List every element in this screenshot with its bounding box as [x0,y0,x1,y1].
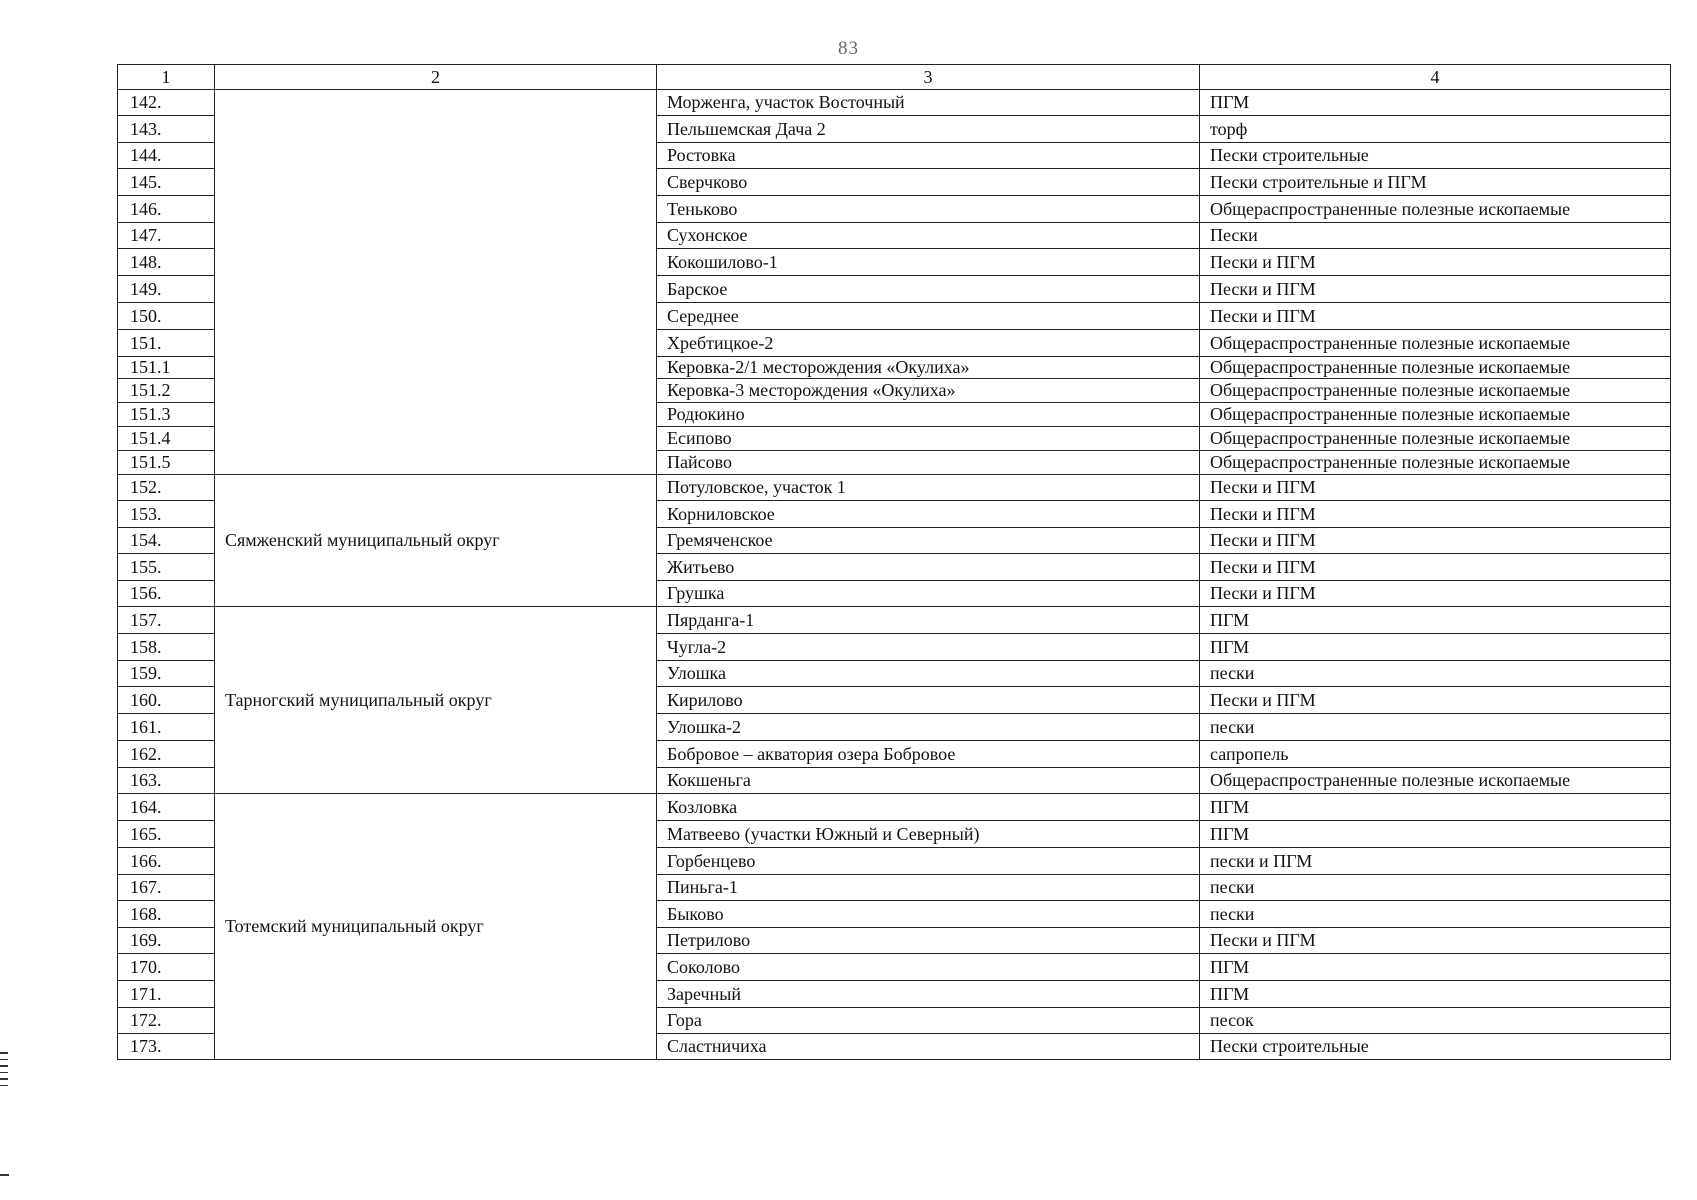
deposit-name: Ростовка [657,143,1200,169]
mineral-type: Общераспространенные полезные ископаемые [1200,379,1671,403]
mineral-type: Пески и ПГМ [1200,276,1671,303]
deposit-name: Кирилово [657,687,1200,714]
deposit-name: Морженга, участок Восточный [657,90,1200,116]
row-number: 156. [118,581,215,607]
mineral-type: Пески и ПГМ [1200,528,1671,554]
mineral-type: Пески строительные [1200,143,1671,169]
row-number: 169. [118,928,215,954]
mineral-type: Общераспространенные полезные ископаемые [1200,330,1671,357]
mineral-type: ПГМ [1200,634,1671,661]
mineral-type: Пески и ПГМ [1200,581,1671,607]
deposit-name: Матвеево (участки Южный и Северный) [657,821,1200,848]
deposit-name: Потуловское, участок 1 [657,475,1200,501]
mineral-type: песок [1200,1008,1671,1034]
deposit-name: Пярданга-1 [657,607,1200,634]
row-number: 155. [118,554,215,581]
header-row [118,65,1671,90]
mineral-type: Общераспространенные полезные ископаемые [1200,768,1671,794]
row-number: 144. [118,143,215,169]
mineral-type: Пески и ПГМ [1200,501,1671,528]
mineral-type: Общераспространенные полезные ископаемые [1200,427,1671,451]
deposit-name: Барское [657,276,1200,303]
deposit-name: Заречный [657,981,1200,1008]
mineral-type: Пески и ПГМ [1200,928,1671,954]
deposit-name: Корниловское [657,501,1200,528]
row-number: 152. [118,475,215,501]
row-number: 143. [118,116,215,143]
mineral-type: Пески и ПГМ [1200,475,1671,501]
row-number: 170. [118,954,215,981]
row-number: 165. [118,821,215,848]
deposit-name: Кокшеньга [657,768,1200,794]
deposit-name: Чугла-2 [657,634,1200,661]
row-number: 161. [118,714,215,741]
deposit-name: Родюкино [657,403,1200,427]
deposit-name: Пиньга-1 [657,875,1200,901]
row-number: 160. [118,687,215,714]
mineral-type: сапропель [1200,741,1671,768]
scan-edge-marks [0,1052,8,1091]
row-number: 151. [118,330,215,357]
mineral-type: ПГМ [1200,607,1671,634]
mineral-type: Пески и ПГМ [1200,687,1671,714]
row-number: 173. [118,1034,215,1060]
mineral-type: ПГМ [1200,90,1671,116]
deposit-name: Есипово [657,427,1200,451]
deposit-name: Теньково [657,196,1200,223]
deposit-name: Житьево [657,554,1200,581]
mineral-type: пески и ПГМ [1200,848,1671,875]
mineral-type: Пески и ПГМ [1200,303,1671,330]
mineral-type: пески [1200,901,1671,928]
deposit-name: Хребтицкое-2 [657,330,1200,357]
district-cell: Тарногский муниципальный округ [215,607,657,794]
deposit-name: Бобровое – акватория озера Бобровое [657,741,1200,768]
row-number: 150. [118,303,215,330]
mineral-type: ПГМ [1200,821,1671,848]
deposit-name: Быково [657,901,1200,928]
row-number: 162. [118,741,215,768]
mineral-type: ПГМ [1200,954,1671,981]
deposit-name: Пайсово [657,451,1200,475]
page-number: 83 [838,38,859,59]
row-number: 146. [118,196,215,223]
deposit-name: Сластничиха [657,1034,1200,1060]
deposit-name: Грушка [657,581,1200,607]
row-number: 151.2 [118,379,215,403]
header-col-4: 4 [1200,65,1671,90]
deposit-name: Горбенцево [657,848,1200,875]
row-number: 142. [118,90,215,116]
table-row [118,475,1671,501]
row-number: 153. [118,501,215,528]
mineral-type: пески [1200,714,1671,741]
row-number: 154. [118,528,215,554]
row-number: 167. [118,875,215,901]
header-col-2: 2 [215,65,657,90]
mineral-type: Пески и ПГМ [1200,249,1671,276]
deposit-name: Сухонское [657,223,1200,249]
mineral-type: пески [1200,875,1671,901]
mineral-type: торф [1200,116,1671,143]
district-cell: Тотемский муниципальный округ [215,794,657,1060]
row-number: 151.5 [118,451,215,475]
deposit-name: Керовка-3 месторождения «Окулиха» [657,379,1200,403]
deposit-name: Соколово [657,954,1200,981]
mineral-type: Пески [1200,223,1671,249]
mineral-type: Общераспространенные полезные ископаемые [1200,357,1671,379]
row-number: 171. [118,981,215,1008]
table-row [118,90,1671,116]
deposit-name: Гора [657,1008,1200,1034]
header-col-3: 3 [657,65,1200,90]
row-number: 166. [118,848,215,875]
row-number: 148. [118,249,215,276]
district-cell [215,90,657,475]
row-number: 164. [118,794,215,821]
row-number: 157. [118,607,215,634]
row-number: 151.4 [118,427,215,451]
table-row [118,794,1671,821]
mineral-type: Пески строительные и ПГМ [1200,169,1671,196]
mineral-type: ПГМ [1200,981,1671,1008]
deposit-name: Петрилово [657,928,1200,954]
deposits-table [117,64,1671,1060]
deposit-name: Улошка-2 [657,714,1200,741]
deposit-name: Середнее [657,303,1200,330]
mineral-type: Пески и ПГМ [1200,554,1671,581]
deposit-name: Сверчково [657,169,1200,196]
deposit-name: Пельшемская Дача 2 [657,116,1200,143]
row-number: 172. [118,1008,215,1034]
row-number: 151.3 [118,403,215,427]
deposit-name: Кокошилово-1 [657,249,1200,276]
row-number: 159. [118,661,215,687]
mineral-type: пески [1200,661,1671,687]
table-body [118,90,1671,1060]
mineral-type: ПГМ [1200,794,1671,821]
header-col-1: 1 [118,65,215,90]
deposit-name: Керовка-2/1 месторождения «Окулиха» [657,357,1200,379]
row-number: 147. [118,223,215,249]
row-number: 168. [118,901,215,928]
mineral-type: Общераспространенные полезные ископаемые [1200,196,1671,223]
mineral-type: Общераспространенные полезные ископаемые [1200,403,1671,427]
deposit-name: Гремяченское [657,528,1200,554]
row-number: 149. [118,276,215,303]
deposit-name: Улошка [657,661,1200,687]
row-number: 158. [118,634,215,661]
scan-edge-mark [0,1174,9,1176]
deposit-name: Козловка [657,794,1200,821]
mineral-type: Пески строительные [1200,1034,1671,1060]
row-number: 151.1 [118,357,215,379]
mineral-type: Общераспространенные полезные ископаемые [1200,451,1671,475]
table-row [118,607,1671,634]
district-cell: Сямженский муниципальный округ [215,475,657,607]
row-number: 163. [118,768,215,794]
row-number: 145. [118,169,215,196]
